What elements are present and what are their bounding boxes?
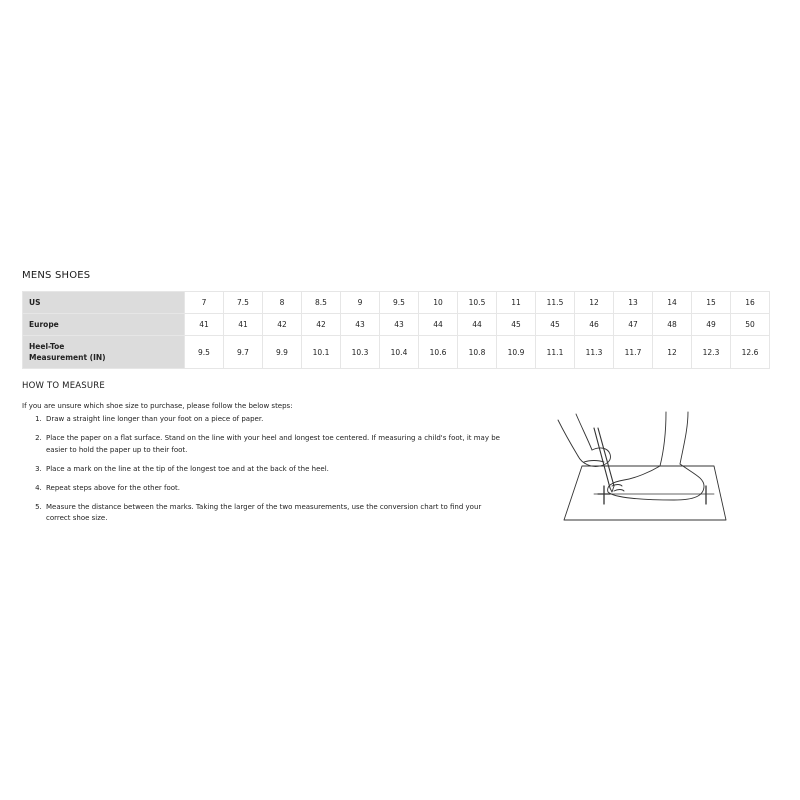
cell-heel-toe: 11.3: [575, 336, 614, 369]
cell-europe: 43: [380, 314, 419, 336]
cell-heel-toe: 10.1: [302, 336, 341, 369]
cell-us: 16: [731, 292, 770, 314]
cell-heel-toe: 10.6: [419, 336, 458, 369]
table-row-us: [23, 292, 770, 314]
list-item: 2. Place the paper on a flat surface. Stand on the line with your heel and longest toe centered. If measuring a child's foot, it may be easier to hold the paper up to their foot.: [44, 433, 504, 456]
measure-steps-list: [22, 414, 504, 532]
cell-heel-toe: 10.8: [458, 336, 497, 369]
cell-us: 14: [653, 292, 692, 314]
cell-europe: 44: [458, 314, 497, 336]
cell-heel-toe: 12: [653, 336, 692, 369]
cell-us: 13: [614, 292, 653, 314]
cell-us: 8: [263, 292, 302, 314]
cell-heel-toe: 11.7: [614, 336, 653, 369]
cell-us: 11: [497, 292, 536, 314]
cell-europe: 47: [614, 314, 653, 336]
cell-heel-toe: 11.1: [536, 336, 575, 369]
cell-europe: 43: [341, 314, 380, 336]
cell-us: 7.5: [224, 292, 263, 314]
cell-heel-toe: 9.9: [263, 336, 302, 369]
cell-us: 15: [692, 292, 731, 314]
cell-us: 12: [575, 292, 614, 314]
cell-europe: 45: [497, 314, 536, 336]
cell-heel-toe: 10.3: [341, 336, 380, 369]
table-row-heel-toe: [23, 336, 770, 369]
cell-heel-toe: 10.9: [497, 336, 536, 369]
cell-heel-toe: 12.3: [692, 336, 731, 369]
list-item: 5. Measure the distance between the marks. Taking the larger of the two measurements, use the conversion chart to find your correct shoe size.: [44, 502, 504, 525]
cell-europe: 46: [575, 314, 614, 336]
cell-europe: 42: [263, 314, 302, 336]
cell-heel-toe: 10.4: [380, 336, 419, 369]
cell-heel-toe: 9.7: [224, 336, 263, 369]
cell-us: 9: [341, 292, 380, 314]
cell-us: 8.5: [302, 292, 341, 314]
list-item: 4. Repeat steps above for the other foot.: [44, 483, 504, 495]
cell-us: 7: [185, 292, 224, 314]
cell-europe: 44: [419, 314, 458, 336]
table-row-europe: [23, 314, 770, 336]
cell-europe: 41: [224, 314, 263, 336]
row-label-line: Measurement (IN): [29, 353, 106, 362]
cell-us: 11.5: [536, 292, 575, 314]
row-label-us: US: [23, 292, 185, 314]
page-title: MENS SHOES: [22, 270, 91, 281]
list-item: 1. Draw a straight line longer than your foot on a piece of paper.: [44, 414, 504, 426]
row-label-europe: Europe: [23, 314, 185, 336]
row-label-line: Heel-Toe: [29, 342, 65, 351]
size-conversion-table: [22, 291, 770, 369]
foot-measuring-illustration: [554, 408, 734, 526]
cell-europe: 49: [692, 314, 731, 336]
cell-us: 10: [419, 292, 458, 314]
cell-heel-toe: 12.6: [731, 336, 770, 369]
cell-us: 9.5: [380, 292, 419, 314]
cell-europe: 48: [653, 314, 692, 336]
cell-heel-toe: 9.5: [185, 336, 224, 369]
cell-europe: 45: [536, 314, 575, 336]
list-item: 3. Place a mark on the line at the tip of the longest toe and at the back of the heel.: [44, 464, 504, 476]
cell-europe: 42: [302, 314, 341, 336]
row-label-heel-toe: [23, 336, 185, 369]
cell-europe: 50: [731, 314, 770, 336]
cell-europe: 41: [185, 314, 224, 336]
how-to-measure-title: HOW TO MEASURE: [22, 381, 105, 391]
how-to-measure-intro: If you are unsure which shoe size to purchase, please follow the below steps:: [22, 402, 293, 410]
cell-us: 10.5: [458, 292, 497, 314]
